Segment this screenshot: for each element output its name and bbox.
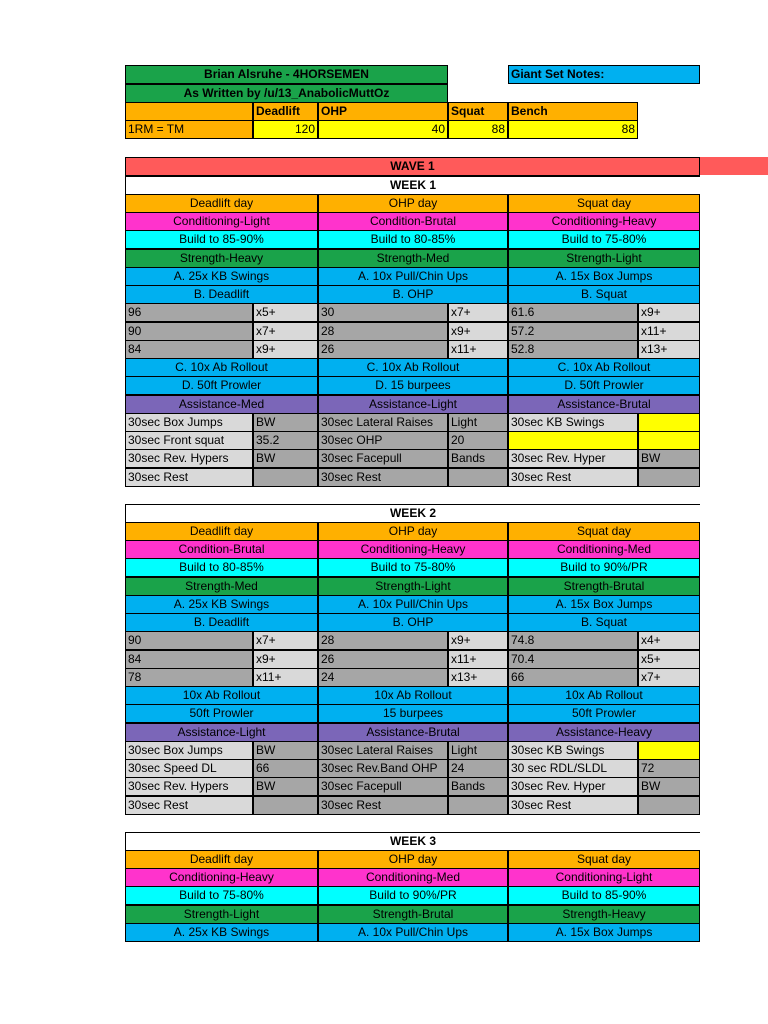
build-target-cell[interactable]: Build to 80-85% (318, 230, 508, 249)
day-header[interactable]: OHP day (318, 194, 508, 213)
conditioning-cell[interactable]: Conditioning-Med (318, 868, 508, 887)
assistance-exercise-cell[interactable]: 30sec Facepull (318, 777, 448, 796)
set-reps-cell[interactable]: x4+ (638, 631, 700, 650)
conditioning-cell[interactable]: Conditioning-Light (508, 868, 700, 887)
build-target-cell[interactable]: Build to 75-80% (125, 886, 318, 905)
build-target-cell[interactable]: Build to 85-90% (508, 886, 700, 905)
build-target-cell[interactable]: Build to 90%/PR (318, 886, 508, 905)
wave-header[interactable]: WAVE 1 (125, 157, 700, 176)
rm-label[interactable]: 1RM = TM (125, 120, 253, 139)
set-reps-cell[interactable]: x9+ (253, 340, 318, 359)
exercise-d-cell[interactable]: 50ft Prowler (125, 704, 318, 723)
assistance-exercise-cell[interactable]: 30sec Rev. Hypers (125, 777, 253, 796)
exercise-c-cell[interactable]: 10x Ab Rollout (125, 686, 318, 705)
day-header[interactable]: Squat day (508, 194, 700, 213)
build-target-cell[interactable]: Build to 80-85% (125, 558, 318, 577)
exercise-c-cell[interactable]: C. 10x Ab Rollout (318, 358, 508, 377)
set-reps-cell[interactable]: x11+ (448, 650, 508, 669)
exercise-c-cell[interactable]: 10x Ab Rollout (318, 686, 508, 705)
set-reps-cell[interactable]: x7+ (253, 631, 318, 650)
assistance-load-cell[interactable]: BW (638, 777, 700, 796)
set-weight-cell[interactable]: 28 (318, 322, 448, 341)
strength-cell[interactable]: Strength-Brutal (318, 905, 508, 924)
strength-cell[interactable]: Strength-Heavy (125, 249, 318, 268)
exercise-b-cell[interactable]: B. OHP (318, 285, 508, 304)
assistance-exercise-cell[interactable]: 30sec Rest (125, 468, 253, 487)
week-header[interactable]: WEEK 1 (125, 176, 700, 195)
strength-cell[interactable]: Strength-Med (125, 577, 318, 596)
assistance-exercise-cell[interactable]: 30sec Lateral Raises (318, 741, 448, 760)
set-reps-cell[interactable]: x9+ (638, 303, 700, 322)
assistance-load-cell[interactable]: BW (253, 413, 318, 432)
set-reps-cell[interactable]: x7+ (253, 322, 318, 341)
lift-header-ohp[interactable]: OHP (318, 102, 448, 121)
set-weight-cell[interactable]: 26 (318, 340, 448, 359)
set-weight-cell[interactable]: 84 (125, 650, 253, 669)
week-header[interactable]: WEEK 2 (125, 504, 700, 523)
strength-cell[interactable]: Strength-Light (318, 577, 508, 596)
strength-cell[interactable]: Strength-Med (318, 249, 508, 268)
day-header[interactable]: OHP day (318, 850, 508, 869)
assistance-exercise-cell[interactable]: 30sec Box Jumps (125, 741, 253, 760)
exercise-c-cell[interactable]: C. 10x Ab Rollout (125, 358, 318, 377)
assistance-cell[interactable]: Assistance-Med (125, 395, 318, 414)
build-target-cell[interactable]: Build to 75-80% (318, 558, 508, 577)
assistance-load-cell[interactable]: 24 (448, 759, 508, 778)
set-reps-cell[interactable]: x13+ (448, 668, 508, 687)
assistance-cell[interactable]: Assistance-Heavy (508, 723, 700, 742)
assistance-load-cell[interactable]: BW (253, 777, 318, 796)
build-target-cell[interactable]: Build to 90%/PR (508, 558, 700, 577)
assistance-load-cell[interactable]: BW (253, 449, 318, 468)
day-header[interactable]: Deadlift day (125, 522, 318, 541)
exercise-a-cell[interactable]: A. 15x Box Jumps (508, 267, 700, 286)
conditioning-cell[interactable]: Conditioning-Light (125, 212, 318, 231)
conditioning-cell[interactable]: Conditioning-Heavy (125, 868, 318, 887)
assistance-load-cell[interactable]: Light (448, 741, 508, 760)
rm-deadlift[interactable]: 120 (253, 120, 318, 139)
set-reps-cell[interactable]: x11+ (253, 668, 318, 687)
day-header[interactable]: Squat day (508, 522, 700, 541)
assistance-exercise-cell[interactable]: 30sec KB Swings (508, 413, 638, 432)
exercise-a-cell[interactable]: A. 15x Box Jumps (508, 923, 700, 942)
set-weight-cell[interactable]: 57.2 (508, 322, 638, 341)
wave-header-extension (700, 157, 768, 175)
day-header[interactable]: Deadlift day (125, 850, 318, 869)
day-header[interactable]: Deadlift day (125, 194, 318, 213)
assistance-exercise-cell[interactable]: 30sec Rev. Hypers (125, 449, 253, 468)
assistance-exercise-cell[interactable]: 30sec Speed DL (125, 759, 253, 778)
assistance-load-cell[interactable]: 66 (253, 759, 318, 778)
set-weight-cell[interactable]: 28 (318, 631, 448, 650)
assistance-load-cell[interactable] (638, 741, 700, 760)
conditioning-cell[interactable]: Conditioning-Med (508, 540, 700, 559)
set-reps-cell[interactable]: x11+ (448, 340, 508, 359)
assistance-load-cell[interactable]: 72 (638, 759, 700, 778)
exercise-a-cell[interactable]: A. 15x Box Jumps (508, 595, 700, 614)
set-weight-cell[interactable]: 52.8 (508, 340, 638, 359)
set-reps-cell[interactable]: x11+ (638, 322, 700, 341)
assistance-exercise-cell[interactable] (508, 431, 638, 450)
assistance-load-cell[interactable]: BW (253, 741, 318, 760)
assistance-load-cell[interactable]: 20 (448, 431, 508, 450)
assistance-load-cell[interactable]: Light (448, 413, 508, 432)
assistance-load-cell[interactable]: 35.2 (253, 431, 318, 450)
conditioning-cell[interactable]: Condition-Brutal (318, 212, 508, 231)
assistance-exercise-cell[interactable]: 30 sec RDL/SLDL (508, 759, 638, 778)
assistance-load-cell[interactable]: Bands (448, 777, 508, 796)
exercise-a-cell[interactable]: A. 10x Pull/Chin Ups (318, 923, 508, 942)
set-weight-cell[interactable]: 74.8 (508, 631, 638, 650)
set-weight-cell[interactable]: 96 (125, 303, 253, 322)
strength-cell[interactable]: Strength-Light (125, 905, 318, 924)
set-reps-cell[interactable]: x7+ (448, 303, 508, 322)
exercise-b-cell[interactable]: B. Squat (508, 285, 700, 304)
exercise-b-cell[interactable]: B. Deadlift (125, 285, 318, 304)
lift-header-bench[interactable]: Bench (508, 102, 638, 121)
assistance-load-cell[interactable] (638, 796, 700, 815)
build-target-cell[interactable]: Build to 85-90% (125, 230, 318, 249)
assistance-exercise-cell[interactable]: 30sec Box Jumps (125, 413, 253, 432)
assistance-load-cell[interactable] (448, 468, 508, 487)
set-weight-cell[interactable]: 61.6 (508, 303, 638, 322)
assistance-exercise-cell[interactable]: 30sec Front squat (125, 431, 253, 450)
assistance-cell[interactable]: Assistance-Light (318, 395, 508, 414)
exercise-c-cell[interactable]: 10x Ab Rollout (508, 686, 700, 705)
exercise-a-cell[interactable]: A. 10x Pull/Chin Ups (318, 595, 508, 614)
assistance-load-cell[interactable] (638, 413, 700, 432)
giant-set-notes[interactable]: Giant Set Notes: (508, 65, 700, 84)
set-reps-cell[interactable]: x9+ (448, 322, 508, 341)
assistance-load-cell[interactable] (448, 796, 508, 815)
assistance-load-cell[interactable]: Bands (448, 449, 508, 468)
exercise-b-cell[interactable]: B. Deadlift (125, 613, 318, 632)
assistance-load-cell[interactable] (638, 431, 700, 450)
assistance-cell[interactable]: Assistance-Brutal (508, 395, 700, 414)
assistance-exercise-cell[interactable]: 30sec Facepull (318, 449, 448, 468)
rm-squat[interactable]: 88 (448, 120, 508, 139)
set-weight-cell[interactable]: 84 (125, 340, 253, 359)
set-reps-cell[interactable]: x13+ (638, 340, 700, 359)
assistance-exercise-cell[interactable]: 30sec Rest (125, 796, 253, 815)
program-title[interactable]: Brian Alsruhe - 4HORSEMEN (125, 65, 448, 84)
assistance-load-cell[interactable] (253, 468, 318, 487)
set-weight-cell[interactable]: 26 (318, 650, 448, 669)
assistance-exercise-cell[interactable]: 30sec Rest (318, 796, 448, 815)
exercise-d-cell[interactable]: D. 50ft Prowler (125, 376, 318, 395)
rm-ohp[interactable]: 40 (318, 120, 448, 139)
week-header[interactable]: WEEK 3 (125, 832, 700, 851)
conditioning-cell[interactable]: Conditioning-Heavy (318, 540, 508, 559)
exercise-b-cell[interactable]: B. OHP (318, 613, 508, 632)
assistance-exercise-cell[interactable]: 30sec Rest (508, 468, 638, 487)
rm-bench[interactable]: 88 (508, 120, 638, 139)
lift-header-deadlift[interactable]: Deadlift (253, 102, 318, 121)
set-reps-cell[interactable]: x9+ (253, 650, 318, 669)
set-reps-cell[interactable]: x7+ (638, 668, 700, 687)
assistance-exercise-cell[interactable]: 30sec Rest (508, 796, 638, 815)
exercise-a-cell[interactable]: A. 25x KB Swings (125, 267, 318, 286)
build-target-cell[interactable]: Build to 75-80% (508, 230, 700, 249)
conditioning-cell[interactable]: Conditioning-Heavy (508, 212, 700, 231)
assistance-exercise-cell[interactable]: 30sec Rev.Band OHP (318, 759, 448, 778)
assistance-exercise-cell[interactable]: 30sec Lateral Raises (318, 413, 448, 432)
exercise-a-cell[interactable]: A. 25x KB Swings (125, 923, 318, 942)
strength-cell[interactable]: Strength-Light (508, 249, 700, 268)
assistance-exercise-cell[interactable]: 30sec Rev. Hyper (508, 777, 638, 796)
assistance-load-cell[interactable] (638, 468, 700, 487)
set-reps-cell[interactable]: x9+ (448, 631, 508, 650)
assistance-load-cell[interactable]: BW (638, 449, 700, 468)
day-header[interactable]: OHP day (318, 522, 508, 541)
lift-header-blank[interactable] (125, 102, 253, 121)
assistance-exercise-cell[interactable]: 30sec Rev. Hyper (508, 449, 638, 468)
exercise-a-cell[interactable]: A. 25x KB Swings (125, 595, 318, 614)
exercise-d-cell[interactable]: D. 50ft Prowler (508, 376, 700, 395)
exercise-d-cell[interactable]: 15 burpees (318, 704, 508, 723)
set-weight-cell[interactable]: 78 (125, 668, 253, 687)
set-reps-cell[interactable]: x5+ (638, 650, 700, 669)
assistance-cell[interactable]: Assistance-Light (125, 723, 318, 742)
set-weight-cell[interactable]: 66 (508, 668, 638, 687)
set-weight-cell[interactable]: 90 (125, 322, 253, 341)
set-weight-cell[interactable]: 90 (125, 631, 253, 650)
set-weight-cell[interactable]: 70.4 (508, 650, 638, 669)
day-header[interactable]: Squat day (508, 850, 700, 869)
assistance-exercise-cell[interactable]: 30sec KB Swings (508, 741, 638, 760)
exercise-c-cell[interactable]: C. 10x Ab Rollout (508, 358, 700, 377)
program-credit[interactable]: As Written by /u/13_AnabolicMuttOz (125, 84, 448, 103)
lift-header-squat[interactable]: Squat (448, 102, 508, 121)
assistance-exercise-cell[interactable]: 30sec OHP (318, 431, 448, 450)
set-weight-cell[interactable]: 30 (318, 303, 448, 322)
strength-cell[interactable]: Strength-Brutal (508, 577, 700, 596)
assistance-cell[interactable]: Assistance-Brutal (318, 723, 508, 742)
assistance-exercise-cell[interactable]: 30sec Rest (318, 468, 448, 487)
set-reps-cell[interactable]: x5+ (253, 303, 318, 322)
exercise-a-cell[interactable]: A. 10x Pull/Chin Ups (318, 267, 508, 286)
exercise-d-cell[interactable]: D. 15 burpees (318, 376, 508, 395)
conditioning-cell[interactable]: Condition-Brutal (125, 540, 318, 559)
exercise-d-cell[interactable]: 50ft Prowler (508, 704, 700, 723)
exercise-b-cell[interactable]: B. Squat (508, 613, 700, 632)
set-weight-cell[interactable]: 24 (318, 668, 448, 687)
strength-cell[interactable]: Strength-Heavy (508, 905, 700, 924)
assistance-load-cell[interactable] (253, 796, 318, 815)
